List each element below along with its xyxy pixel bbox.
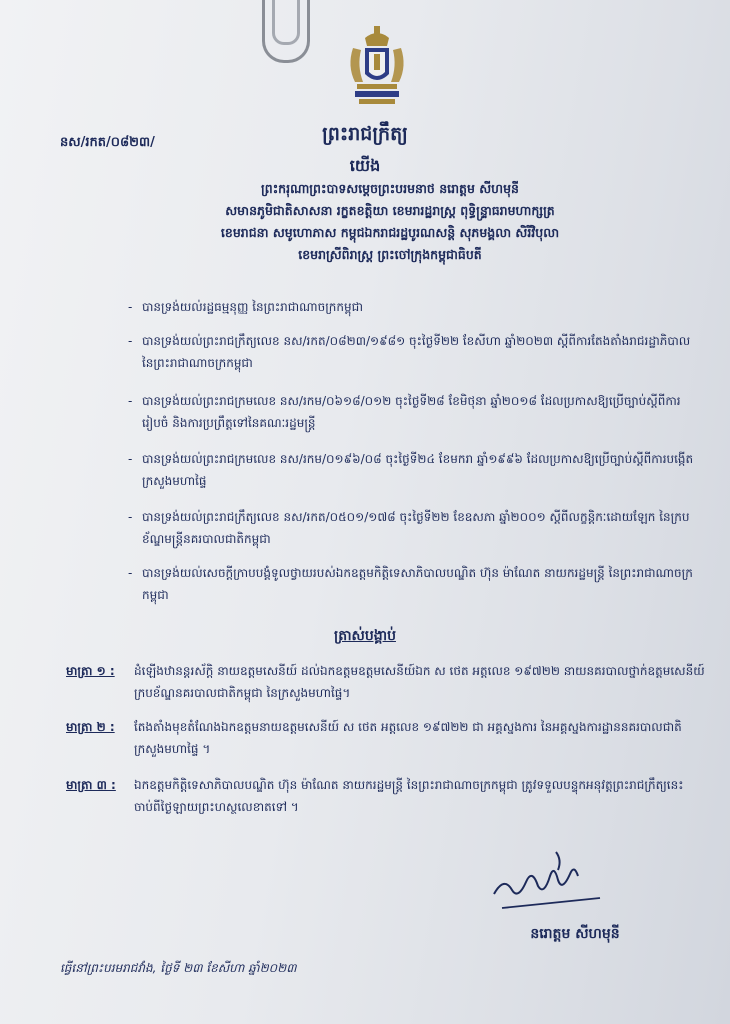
royal-signature: [486, 846, 606, 916]
citation-item: [128, 296, 698, 318]
citation-text: បានទ្រង់យល់ព្រះរាជក្រមលេខ នស/រកម/០១៩៦/០៨ ចុះថ្ងៃទី២៤ ខែមករា ឆ្នាំ១៩៩៦ ដែលប្រកាសឱ្យប្រើច្បាប់ស្តីពីការបង្កើតក្រសួងមហាផ្ទៃ: [142, 452, 694, 488]
article-2: [66, 716, 706, 760]
citation-item: [128, 448, 698, 492]
header-line: សមានភូមិជាតិសាសនា រក្ខតខត្តិយា ខេមរារដ្ឋរាស្ត្រ ពុទ្ធិន្ទ្រាធរាមហាក្សត្រ: [225, 203, 555, 218]
citation-item: [128, 506, 698, 550]
citation-text: បានទ្រង់យល់ព្រះរាជក្រមលេខ នស/រកម/០៦១៨/០១២ ចុះថ្ងៃទី២៨ ខែមិថុនា ឆ្នាំ២០១៨ ដែលប្រកាសឱ្យប្រើច្បាប់ស្តីពីការរៀបចំ និងការប្រព្រឹត្តទៅនៃគណៈរដ្ឋមន្ត្រី: [142, 394, 681, 430]
signer-name: នរោត្តម សីហមុនី: [530, 926, 620, 942]
header-line: ខេមរាស្រីពិរាស្ត្រ ព្រះចៅក្រុងកម្ពុជាធិបតី: [298, 247, 482, 262]
citation-dash: -: [128, 334, 133, 348]
citation-dash: -: [128, 300, 133, 314]
article-text: ដំឡើងឋានន្តរស័ក្តិ នាយឧត្តមសេនីយ៍ ដល់ឯកឧត្តមឧត្តមសេនីយ៍ឯក ស ថេត អត្តលេខ ១៩៧២២ នាយនគរបាលថ្នាក់ឧត្តមសេនីយ៍ ក្របខ័ណ្ឌនគរបាលជាតិកម្ពុជា នៃក្រសួងមហាផ្ទៃ។: [134, 664, 705, 700]
citation-item: [128, 562, 698, 606]
royal-emblem-icon: [345, 24, 409, 108]
citation-dash: -: [128, 566, 133, 580]
decree-reference-number: នស/រកត/០៨២៣/: [60, 135, 155, 150]
article-label: មាត្រា ១ :: [66, 664, 115, 678]
decree-title: ព្រះរាជក្រឹត្យ: [322, 123, 408, 145]
article-1: [66, 660, 706, 704]
header-line: ខេមរាជនា សមូហោភាស កម្ពុជឯករាជរដ្ឋបូរណសន្តិ សុភមង្គលា សិរីវិបុលា: [220, 225, 560, 240]
article-3: [66, 774, 706, 818]
citation-dash: -: [128, 510, 133, 524]
article-text: ឯកឧត្តមកិត្តិទេសាភិបាលបណ្ឌិត ហ៊ុន ម៉ាណែត នាយករដ្ឋមន្ត្រី នៃព្រះរាជាណាចក្រកម្ពុជា ត្រូវទទួលបន្ទុកអនុវត្តព្រះរាជក្រឹត្យនេះ ចាប់ពីថ្ងៃឡាយព្រះហស្ថលេខាតទៅ ។: [134, 778, 684, 814]
citation-item: [128, 330, 698, 374]
citation-text: បានទ្រង់យល់សេចក្តីក្រាបបង្គំទូលថ្វាយរបស់ឯកឧត្តមកិត្តិទេសាភិបាលបណ្ឌិត ហ៊ុន ម៉ាណែត នាយករដ្ឋមន្ត្រី នៃព្រះរាជាណាចក្រកម្ពុជា: [142, 566, 693, 602]
citation-item: [128, 390, 698, 434]
article-text: តែងតាំងមុខតំណែងឯកឧត្តមនាយឧត្តមសេនីយ៍ ស ថេត អត្តលេខ ១៩៧២២ ជា អគ្គស្នងការ នៃអគ្គស្នងការដ្ឋាននគរបាលជាតិ ក្រសួងមហាផ្ទៃ ។: [134, 720, 682, 756]
decision-heading: ត្រាស់បង្គាប់: [334, 628, 396, 644]
decree-footer-date: ធ្វើនៅព្រះបរមរាជវាំង, ថ្ងៃទី ២៣ ខែសីហា ឆ្នាំ២០២៣: [60, 961, 297, 975]
citation-text: បានទ្រង់យល់រដ្ឋធម្មនុញ្ញ នៃព្រះរាជាណាចក្រកម្ពុជា: [142, 300, 364, 314]
citation-text: បានទ្រង់យល់ព្រះរាជក្រឹត្យលេខ នស/រកត/០៨២៣/១៩៨១ ចុះថ្ងៃទី២២ ខែសីហា ឆ្នាំ២០២៣ ស្តីពីការតែងតាំងរាជរដ្ឋាភិបាល នៃព្រះរាជាណាចក្រកម្ពុជា: [142, 334, 691, 370]
citation-text: បានទ្រង់យល់ព្រះរាជក្រឹត្យលេខ នស/រកត/០៥០១/១៧៨ ចុះថ្ងៃទី២២ ខែឧសភា ឆ្នាំ២០០១ ស្តីពីលក្ខន្តិកៈដោយឡែក នៃក្របខ័ណ្ឌមន្ត្រីនគរបាលជាតិកម្ពុជា: [142, 510, 690, 546]
header-line: ព្រះករុណាព្រះបាទសម្តេចព្រះបរមនាថ នរោត្តម សីហមុនី: [261, 181, 519, 196]
citation-dash: -: [128, 394, 133, 408]
citation-dash: -: [128, 452, 133, 466]
article-label: មាត្រា ២ :: [66, 720, 115, 734]
decree-subtitle: យើង: [349, 156, 381, 175]
paper-clip-inner: [272, 0, 300, 45]
article-label: មាត្រា ៣ :: [66, 778, 116, 792]
